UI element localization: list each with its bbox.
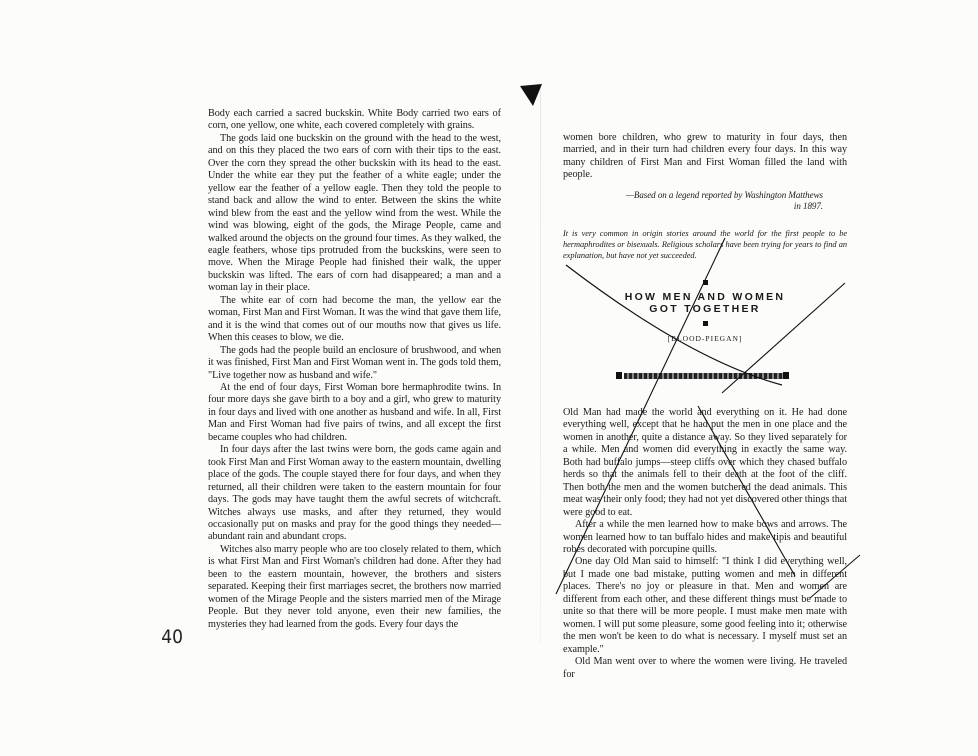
gutter-shadow <box>540 84 541 644</box>
story-title-line: HOW MEN AND WOMEN <box>624 291 786 303</box>
left-paragraph: At the end of four days, First Woman bore hermaphrodite twins. In four more days she gave birth to a boy and a girl, who grew to maturity in four days and lived with one another as husband and wife. In all, First Man and First Woman had five pairs of twins, and all except the first became couples who had children. <box>208 381 501 443</box>
left-paragraph: The gods laid one buckskin on the ground with the head to the west, and on this they placed the two ears of corn with their tips to the east. Over the corn they spread the other buckskin with its head to the east. Under the white ear they put the feather of a white eagle; under the yellow ear the feather of a yellow eagle. Then they told the people to stand back and allow the wind to enter. Between the skins the white wind blew from the east and the yellow wind from the west. While the wind was blowing, eight of the gods, the Mirage People, came and walked around the objects on the ground four times. As they walked, the eagle feathers, whose tips protruded from the buckskins, were seen to move. When the Mirage People had finished their walk, the upper buckskin was lifted. The ears of corn had disappeared; a man and a woman lay in their place. <box>208 132 501 294</box>
story-title-line: GOT TOGETHER <box>649 303 761 315</box>
left-paragraph: Body each carried a sacred buckskin. White Body carried two ears of corn, one yellow, one white, each covered completely with grains. <box>208 108 501 132</box>
story-paragraph: Old Man went over to where the women were living. He traveled for <box>563 656 847 680</box>
left-paragraph: Witches also marry people who are too closely related to them, which is what First Man and First Woman's children had done. After they had been to the eastern mountain, however, the brothers and sisters separated. Keeping their first marriages secret, the brothers now married women of the Mirage People and the sisters married men of the Mirage People. But they never told anyone, even their new families, the mysteries they had learned from the gods. Every four days the <box>208 543 501 630</box>
source-credit <box>563 190 847 212</box>
story-origin: [BLOOD-PIEGAN] <box>667 334 743 343</box>
story-paragraph: Old Man had made the world and everything on it. He had done everything well, except that he had put the men in one place and the women in another, quite a distance away. So they lived separately for a while. Men and women did everything in exactly the same way. Both had buffalo jumps—steep cliffs over which they chased buffalo herds so that the animals fell to their death at the foot of the cliff. Then both the men and the women butchered the dead animals. This meat was their only food; they had not yet discovered other things that were good to eat. <box>563 407 847 518</box>
ornament-rule <box>624 373 784 379</box>
right-page-top-text <box>563 132 847 261</box>
right-page-story-text <box>563 407 847 681</box>
continuation-paragraph: women bore children, who grew to maturity in four days, then married, and in their turn had children every four days. In this way many children of First Man and First Woman filled the land with people. <box>563 132 847 181</box>
left-page-text <box>208 108 501 631</box>
left-paragraph: In four days after the last twins were born, the gods came again and took First Man and First Woman away to the eastern mountain, dwelling place of the gods. The couple stayed there for four days, and when they returned, all their children were taken to the eastern mountain for four days. The gods may have taught them the awful secrets of witchcraft. Witches always use masks, and after they returned, they would occasionally put on masks and pray for the good things they needed—abundant rain and abundant crops. <box>208 444 501 543</box>
story-paragraph: After a while the men learned how to make bows and arrows. The women learned how to tan buffalo hides and make tipis and beautiful robes decorated with porcupine quills. <box>563 519 847 555</box>
page-corner-mark <box>520 84 542 106</box>
credit-line: —Based on a legend reported by Washington Matthews <box>625 189 823 200</box>
left-paragraph: The gods had the people build an enclosure of brushwood, and when it was finished, First Man and First Woman went in. The gods told them, "Live together now as husband and wife." <box>208 344 501 381</box>
ornament-square <box>703 280 708 285</box>
story-title <box>563 291 847 315</box>
left-paragraph: The white ear of corn had become the man, the yellow ear the woman, First Man and First Woman. It was the wind that gave them life, and it is the wind that comes out of our mouths now that gives us life. When this ceases to blow, we die. <box>208 294 501 344</box>
story-paragraph: One day Old Man said to himself: "I think I did everything well, but I made one bad mistake, putting women and men in different places. There's no joy or pleasure in that. Men and women are different from each other, and these different things must be made to unite so that there will be more people. I must make men mate with women. I will put some pleasure, some good feeling into it; otherwise the men won't be keen to do what is necessary. I myself must set an example." <box>563 556 847 655</box>
story-header <box>563 280 847 343</box>
credit-line: in 1897. <box>793 200 823 211</box>
ornament-rule-end <box>783 372 789 379</box>
handwritten-page-number: 40 <box>161 626 183 648</box>
ornament-rule-end <box>616 372 622 379</box>
ornament-square <box>703 321 708 326</box>
editor-note: It is very common in origin stories around the world for the first people to be hermaphrodites or bisexuals. Religious scholars have been trying for years to find an explanation, but have not yet succeeded. <box>563 228 847 260</box>
